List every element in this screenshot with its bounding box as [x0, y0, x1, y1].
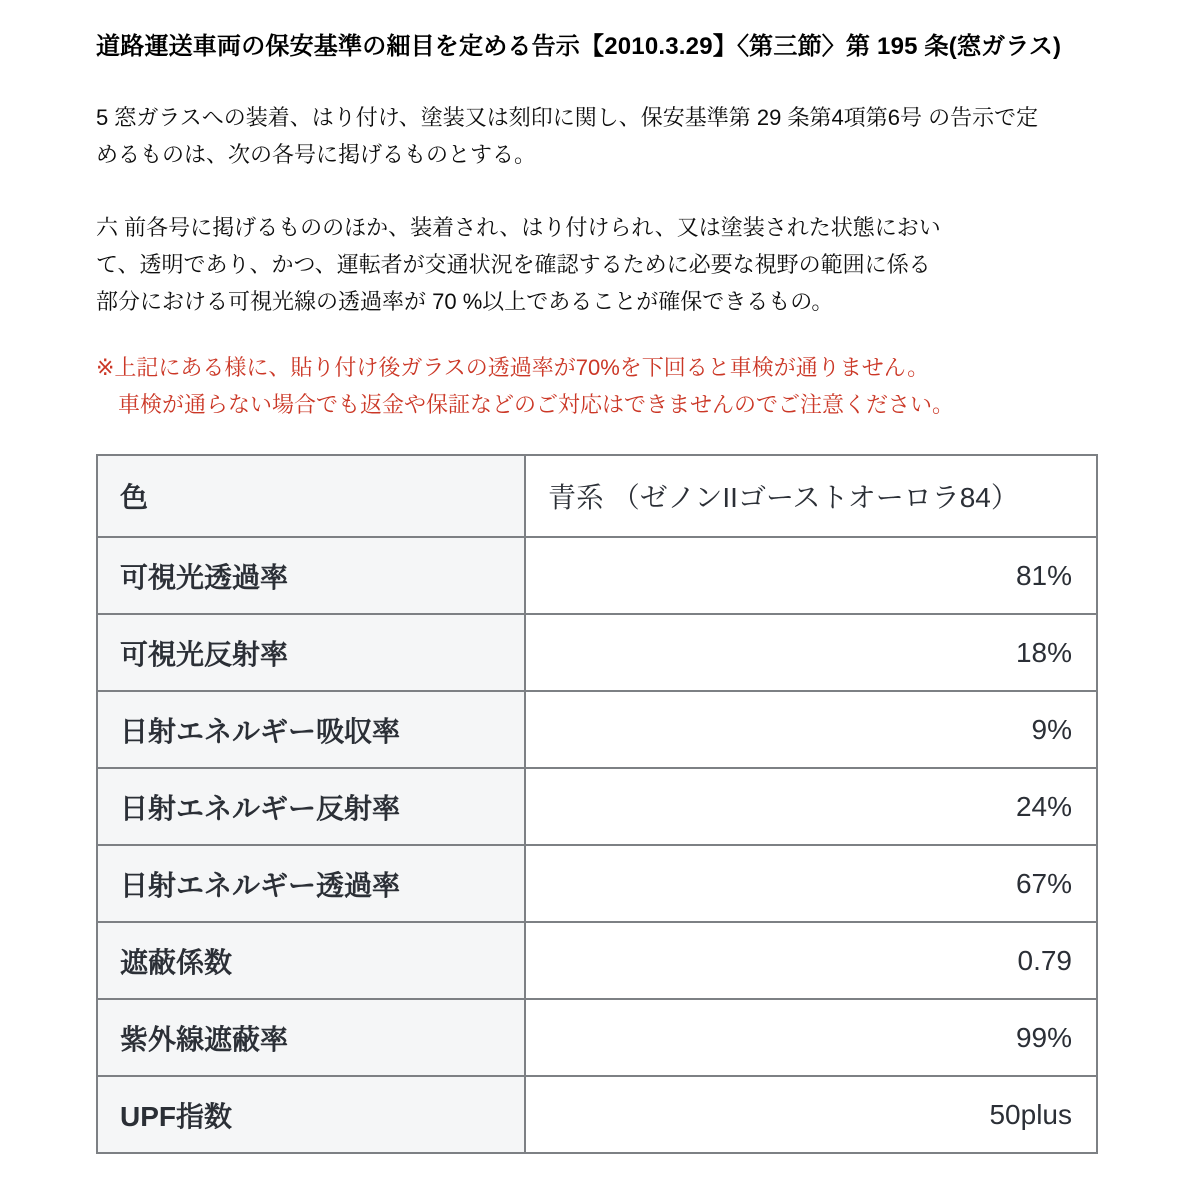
spec-row-visible-light-transmittance: [97, 537, 1097, 614]
warning-line-1: ※上記にある様に、貼り付け後ガラスの透過率が70%を下回ると車検が通りません。: [96, 355, 930, 380]
spec-label-uv-blocking-rate: 紫外線遮蔽率: [97, 999, 525, 1076]
spec-label-solar-energy-absorption: 日射エネルギー吸収率: [97, 691, 525, 768]
spec-row-visible-light-reflectance: [97, 614, 1097, 691]
spec-label-solar-energy-transmittance: 日射エネルギー透過率: [97, 845, 525, 922]
spec-value-solar-energy-absorption: 9%: [525, 691, 1097, 768]
spec-row-shading-coefficient: [97, 922, 1097, 999]
spec-value-shading-coefficient: 0.79: [525, 922, 1097, 999]
spec-row-solar-energy-transmittance: [97, 845, 1097, 922]
spec-row-upf-index: [97, 1076, 1097, 1153]
clause-5-paragraph: [96, 99, 1106, 173]
clause-6-line-2: て、透明であり、かつ、運転者が交通状況を確認するために必要な視野の範囲に係る: [96, 252, 931, 277]
spec-value-solar-energy-transmittance: 67%: [525, 845, 1097, 922]
spec-row-solar-energy-reflectance: [97, 768, 1097, 845]
inspection-warning-text: [96, 349, 1106, 423]
clause-5-line-1: 5 窓ガラスへの装着、はり付け、塗装又は刻印に関し、保安基準第 29 条第4項第6号 の告示で定: [96, 105, 1039, 130]
spec-value-solar-energy-reflectance: 24%: [525, 768, 1097, 845]
spec-label-visible-light-transmittance: 可視光透過率: [97, 537, 525, 614]
spec-value-visible-light-transmittance: 81%: [525, 537, 1097, 614]
spec-value-color: 青系 （ゼノンIIゴーストオーロラ84）: [525, 455, 1097, 537]
spec-value-visible-light-reflectance: 18%: [525, 614, 1097, 691]
clause-6-paragraph: [96, 209, 1106, 320]
spec-label-shading-coefficient: 遮蔽係数: [97, 922, 525, 999]
spec-row-solar-energy-absorption: [97, 691, 1097, 768]
spec-label-visible-light-reflectance: 可視光反射率: [97, 614, 525, 691]
clause-6-line-1: 六 前各号に掲げるもののほか、装着され、はり付けられ、又は塗装された状態におい: [96, 215, 941, 240]
spec-row-color: [97, 455, 1097, 537]
warning-line-2: 車検が通らない場合でも返金や保証などのご対応はできませんのでご注意ください。: [118, 392, 955, 417]
spec-row-uv-blocking-rate: [97, 999, 1097, 1076]
spec-value-upf-index: 50plus: [525, 1076, 1097, 1153]
clause-5-line-2: めるものは、次の各号に掲げるものとする。: [96, 142, 537, 167]
spec-label-color: 色: [97, 455, 525, 537]
clause-6-line-3: 部分における可視光線の透過率が 70 %以上であることが確保できるもの。: [96, 289, 834, 314]
film-spec-table: [96, 454, 1098, 1154]
spec-label-solar-energy-reflectance: 日射エネルギー反射率: [97, 768, 525, 845]
document-title: 道路運送車両の保安基準の細目を定める告示【2010.3.29】〈第三節〉第 195 条(窓ガラス): [96, 33, 1062, 60]
spec-label-upf-index: UPF指数: [97, 1076, 525, 1153]
spec-value-uv-blocking-rate: 99%: [525, 999, 1097, 1076]
